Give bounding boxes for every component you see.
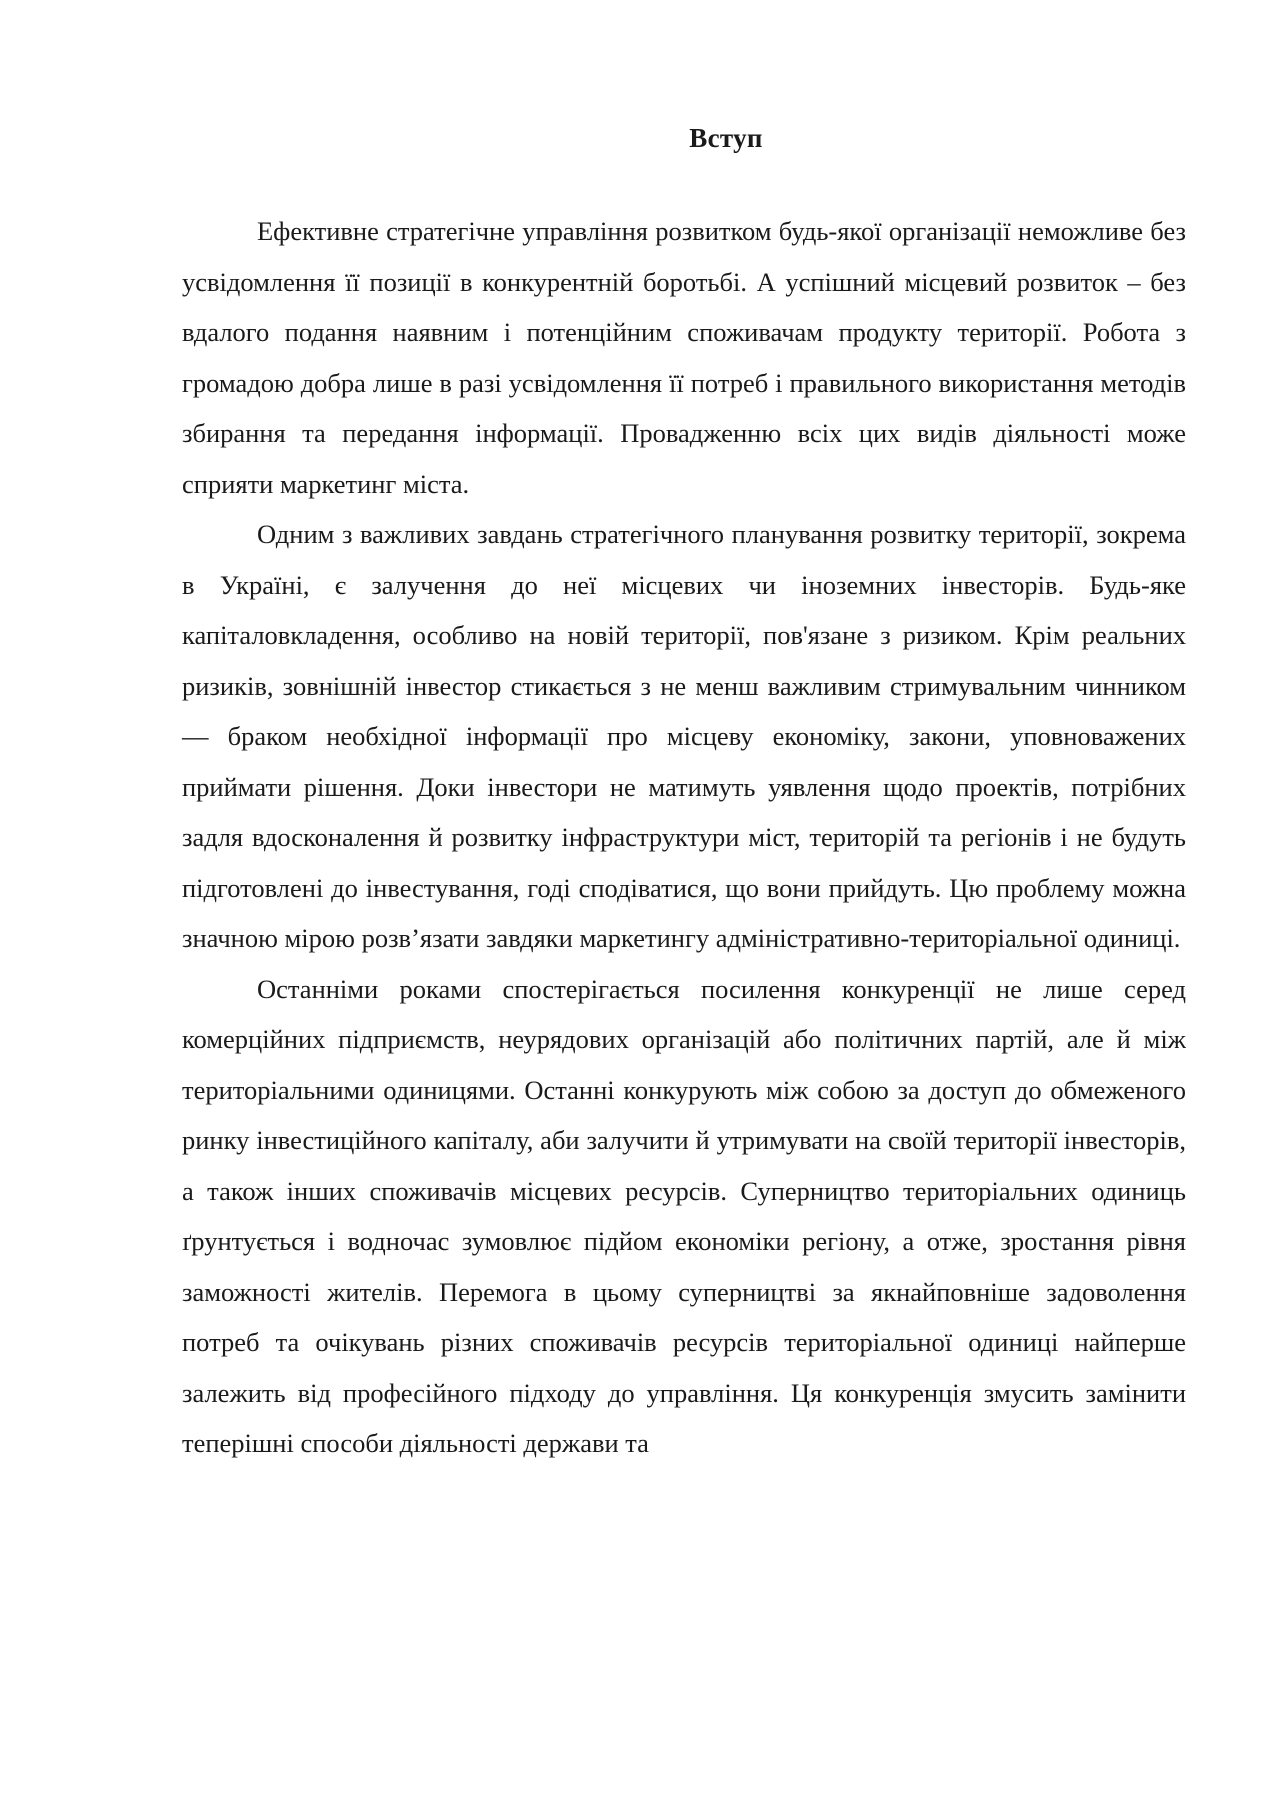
paragraph-3: Останніми роками спостерігається посилення конкуренції не лише серед комерційних підприємств, неурядових організацій або політичних партій, але й між територіальними одиницями. Останні конкурують між собою за доступ до обмеженого ринку інвестиційного капіталу, аби залучити й утримувати на своїй території інвесторів, а також інших споживачів місцевих ресурсів. Суперництво територіальних одиниць ґрунтується і водночас зумовлює підйом економіки регіону, а отже, зростання рівня заможності жителів. Перемога в цьому суперництві за якнайповніше задоволення потреб та очікувань різних споживачів ресурсів територіальної одиниці найперше залежить від професійного підходу до управління. Ця конкуренція змусить замінити теперішні способи діяльності держави та xyxy=(182,973,1186,1458)
page-title: Вступ xyxy=(689,123,763,153)
paragraph-1: Ефективне стратегічне управління розвитком будь-якої організації неможливе без усвідомлення її позиції в конкурентній боротьбі. А успішний місцевий розвиток – без вдалого подання наявним і потенційним споживачам продукту території. Робота з громадою добра лише в разі усвідомлення її потреб і правильного використання методів збирання та передання інформації. Провадженню всіх цих видів діяльності може сприяти маркетинг міста. xyxy=(182,216,1186,499)
document-body xyxy=(182,206,1186,1469)
paragraph-2: Одним з важливих завдань стратегічного планування розвитку території, зокрема в Україні, є залучення до неї місцевих чи іноземних інвесторів. Будь-яке капіталовкладення, особливо на новій території, пов'язане з ризиком. Крім реальних ризиків, зовнішній інвестор стикається з не менш важливим стримувальним чинником — браком необхідної інформації про місцеву економіку, закони, уповноважених приймати рішення. Доки інвестори не матимуть уявлення щодо проектів, потрібних задля вдосконалення й розвитку інфраструктури міст, територій та регіонів і не будуть підготовлені до інвестування, годі сподіватися, що вони прийдуть. Цю проблему можна значною мірою розв’язати завдяки маркетингу адміністративно-територіальної одиниці. xyxy=(182,519,1186,953)
